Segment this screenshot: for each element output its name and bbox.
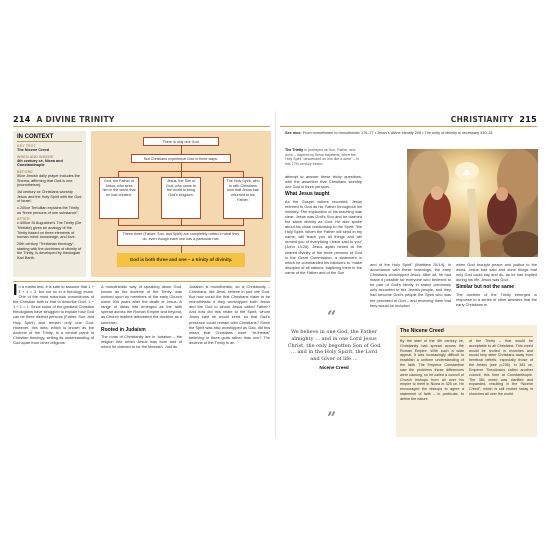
- in-context-block: [17, 155, 82, 168]
- diagram-box-three-ways: [131, 154, 231, 163]
- nicene-creed-title: The Nicene Creed: [400, 328, 444, 334]
- diagram-connector: [118, 225, 244, 226]
- nicene-creed-box: [396, 325, 537, 437]
- left-body-col-2: [101, 284, 182, 436]
- trinity-diagram: [91, 131, 271, 277]
- fresco-caption-title: The Trinity: [285, 148, 304, 152]
- diagram-box-father: God, the Father of Jesus, who sees him in the world that he had created.: [99, 177, 139, 219]
- right-body-col-1-text-a: attempt to answer these tricky questions, with the assertion that Christians worship one God in three persons.: [285, 174, 362, 190]
- page-gutter: [275, 111, 276, 438]
- in-context-value: 20th century “Trinitarian theology”, starting with the doctrines of divinity of the Trinity, is developed by theologian Karl Barth.: [17, 241, 82, 260]
- pull-quote-source: Nicene Creed: [319, 364, 349, 370]
- in-context-block: [17, 190, 82, 204]
- left-page-number: 214: [13, 115, 31, 124]
- diagram-box-three-ways-text: But Christians experience God in three ways:: [144, 157, 218, 161]
- pull-quote-text: We believe in one God, the Father almighty … and in one Lord Jesus Christ, the only begotten Son of God … and in the Holy Spirit, the Lord and Giver of life …: [287, 329, 381, 362]
- right-body-col-3-text-b: The doctrine of the Trinity emerged in response to a series of other answers that the early Christians m: [456, 291, 537, 307]
- right-body-col-3: [456, 262, 537, 322]
- diagram-box-united: These three (Father, Son, and Spirit) are completely united in what they do, even though each one has a particular role.: [117, 230, 245, 246]
- in-context-label: WHEN AND WHERE: [17, 154, 54, 159]
- nicene-creed-col-2: of the Trinity – that would be acceptable to all Christians. This creed would be recited in churches and would help steer Christians away from heretical beliefs, especially those of the Arians (see p.236). In 381 ce, Emperor Theodosius called another council, this time at Constantinople. The 381 creed was clarified and expanded, resulting in the “Nicene Creed”, which is still recited today in churches all over the world.: [469, 339, 533, 396]
- diagram-connector: [181, 246, 182, 253]
- right-body-col-2: [370, 262, 451, 322]
- left-body-col-2-text-b: The roots of Christianity are in Judaism – the religion into which Jesus was born and of which he claimed to be the Messiah. Just as: [101, 334, 182, 350]
- in-context-value: 4th century ce, Nicea and Constantinople: [17, 158, 63, 168]
- in-context-block: [17, 242, 82, 261]
- fresco-caption: [285, 148, 362, 167]
- in-context-blocks: [17, 144, 82, 261]
- right-body-col-1-text-b: As the Gospel writers recorded, Jesus referred to God as his Father throughout his ministry. The implication of his teaching was clear. Jesus was God's Son and he claimed the same divinity as God. He also spoke about his close relationship to the Spirit: “the Holy Spirit, whom the Father will send in my name, will teach you all things and will remind you of everything I have said to you” (John 14:26). Jesus again hinted at the shared divinity of the three persons of God in the Great Commission, a statement in which he commanded his followers to “make disciples of all nations, baptizing them in the name of the Father and of the Son: [285, 198, 362, 275]
- nicene-creed-rule: [400, 336, 533, 337]
- in-context-block: [17, 170, 82, 188]
- in-context-value: c.400ce St Augustine's The Trinity (De Trinitate) gives an analogy of the Trinity based on three elements of human mind: knowledge, and love.: [17, 221, 82, 240]
- left-page-title: A DIVINE TRINITY: [36, 115, 115, 124]
- subheading-what-jesus-taught: What Jesus taught: [285, 191, 330, 198]
- fresco-caption-text: is portrayed as Son, Father, and dove – inspired by these baptisms, when the Holy Spirit “descended on him like a dove” – in this 17th-century fresco.: [285, 148, 360, 167]
- right-page-number: 215: [519, 115, 537, 124]
- in-context-value: 1st century ce Christians worship Jesus and the Holy Spirit with the God of Israel.: [17, 189, 82, 204]
- left-body-col-2-text-a: A monotheistic way of speaking about God, known as the doctrine of the Trinity, was worked upon by members of the early Church some 300 years after the death of Jesus. A range of ideas has emerged as the faith spread across the Roman Empire and beyond, as Church leaders articulated the doctrine as a unknown.: [101, 284, 182, 325]
- left-body-col-1: [13, 284, 94, 436]
- right-header-rule: [280, 126, 537, 127]
- in-context-label: KEY TEXT: [17, 144, 36, 148]
- see-also-line: [285, 131, 537, 136]
- left-body-col-3-text: Judaism is monotheistic, so is Christianity – Christians, like Jews, believe in just one God. But how could the first Christians claim to be monotheistic if they worshipped both Jesus and the God to whom Jesus called Father? And how did this relate to the Spirit, whom Jesus said he would send, so that God's presence could remain with Christians? Since the Spirit was also worshipped as God, did this mean that Christians were “tri-theists” believing in three gods rather than one? The doctrine of the Trinity is an: [189, 284, 270, 345]
- in-context-block: [17, 217, 82, 240]
- nicene-creed-col-1: By the start of the 4th century ce, Christianity had spread across the Roman Empire. With such a wide appeal, it was increasingly difficult to establish a uniform understanding of the faith. The Emperor Constantine saw the problems these differences were causing, so he called a council of Church bishops from all over his empire to meet in Nicea in 325 ce. He encouraged the bishops to agree a statement of faith – in particular, to define the nature: [400, 339, 464, 401]
- right-body-col-3-text-a: when God brought peace and justice to the world. Jesus had said and done things that only God could say and do, as he had implied during his life, Jesus was God.: [456, 262, 537, 283]
- in-context-box: [13, 131, 86, 277]
- in-context-block: [17, 144, 82, 153]
- in-context-label: BEFORE: [17, 169, 33, 174]
- left-body-col-3: [189, 284, 270, 436]
- subheading-rooted-in-judaism: Rooted in Judaism: [101, 326, 146, 333]
- open-quote-icon: “: [327, 307, 337, 326]
- right-body-col-2-text: and of the Holy Spirit” (Matthew 28:19). In accordance with these teachings, the early Christians worshipped Jesus. After all, he had made it possible for everyone who believed to be part of God's family in status previously only accorded to the Jewish people, and they had become God's people the Spirit who was the promised of God – and receiving them that they would be included: [370, 262, 451, 308]
- subheading-similar-not-same: Similar but not the same: [456, 284, 515, 291]
- left-body-rule: [13, 281, 270, 282]
- in-context-label: AFTER: [17, 217, 30, 222]
- see-also-text: From monotheism to monotheistic 176–77 • Jesus's divine identity 208 • The unity of divinity is necessary 330–31: [302, 131, 493, 135]
- right-page-title: CHRISTIANITY: [450, 115, 514, 124]
- diagram-connector: [181, 146, 182, 154]
- diagram-box-son: Jesus, the Son of God, who came to the world to bring God's kingdom.: [161, 177, 201, 219]
- diagram-box-one-god: There is only one God.: [143, 137, 219, 146]
- diagram-conclusion: God is both three and one – a trinity of divinity.: [117, 253, 245, 267]
- in-context-value: The Nicene Creed: [17, 148, 50, 152]
- left-header-rule: [13, 126, 270, 127]
- diagram-connector: [181, 163, 182, 171]
- book-spread: [9, 111, 541, 438]
- trinity-fresco-image: [407, 149, 538, 257]
- in-context-value: 50ce Jewish daily prayer includes the Shema, affirming that God is one (monotheism).: [17, 173, 80, 188]
- in-context-title: IN CONTEXT: [17, 134, 82, 142]
- see-also-label: See also:: [285, 131, 302, 135]
- drop-cap: I: [13, 284, 18, 299]
- pull-quote: [286, 329, 382, 371]
- in-context-block: [17, 206, 82, 215]
- close-quote-icon: ”: [327, 408, 337, 427]
- diagram-box-spirit: The Holy Spirit, who is with Christians now that Jesus has returned to his Father.: [223, 177, 263, 219]
- in-context-value: c.200ce Tertullian explains the Trinity as “three persons of one substance”.: [17, 205, 79, 215]
- left-body-col-1-text: n a maths test, it is safe to assume that 1 + 1 + 1 = 3, but not so in a theology exam. One of the most notorious conundrums of the Christian faith is that to describe God, 1 + 1 + 1 = 1. Since some of the greatest Christian theologians have struggled to explain how God can be three distinct persons (Father, Son, and Holy Spirit) and remain only one God. However, this idea, which is known as the doctrine of the Trinity, is a central plank in Christian theology, setting its understanding of God apart from other religions.: [13, 284, 94, 345]
